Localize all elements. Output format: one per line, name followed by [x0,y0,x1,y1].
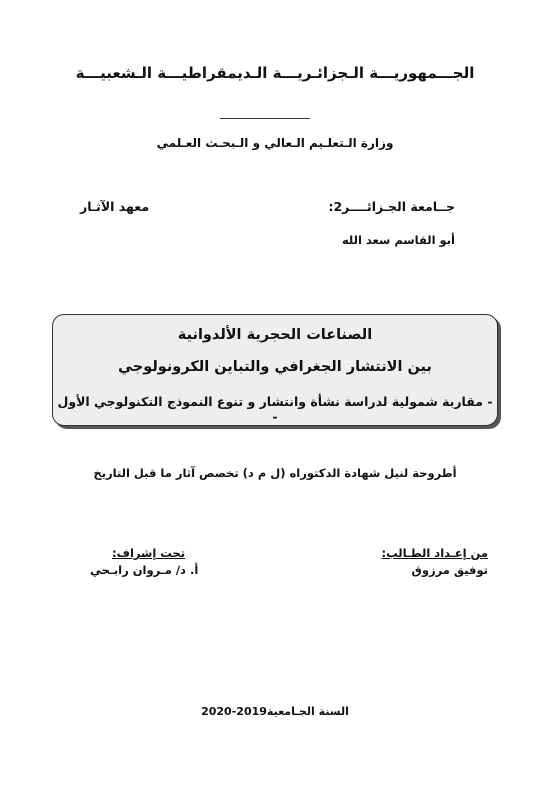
supervisor-name: أ. د/ مـروان رابـحي [90,563,199,577]
student-name: توفيق مرزوق [411,563,488,577]
title-line-3: - مقاربة شمولية لدراسة نشأة وانتشار و تنوع النموذج التكنولوجي الأول - [57,394,493,424]
academic-year: السنة الجـامعية2019-2020 [201,705,349,718]
institute-name: معهد الآثـار [80,199,150,214]
title-line-2: بين الانتشار الجغرافي والتباين الكرونولوجي [118,359,432,375]
title-line-1: الصناعات الحجرية الألدوانية [177,327,373,343]
header-divider [220,118,310,119]
university-subname: أبو القاسم سعد الله [341,233,455,247]
title-box [52,314,498,426]
supervision-label: تحت إشراف: [112,546,186,560]
university-name: جــامعة الجـزائــــر2: [328,199,455,214]
republic-heading: الجـــمهوريـــة الـجزائـريـــة الـديمقراطيـــة الـشعبيـــة [75,64,475,82]
ministry-heading: وزارة الـتعلـيم الـعالي و الـبحـث العـلمي [156,136,394,150]
prepared-by-label: من إعـداد الطـالب: [381,546,488,560]
thesis-statement: أطروحة لنيل شهادة الدكتوراه (ل م د) تخصص آثار ما قبل التاريخ [93,466,457,480]
